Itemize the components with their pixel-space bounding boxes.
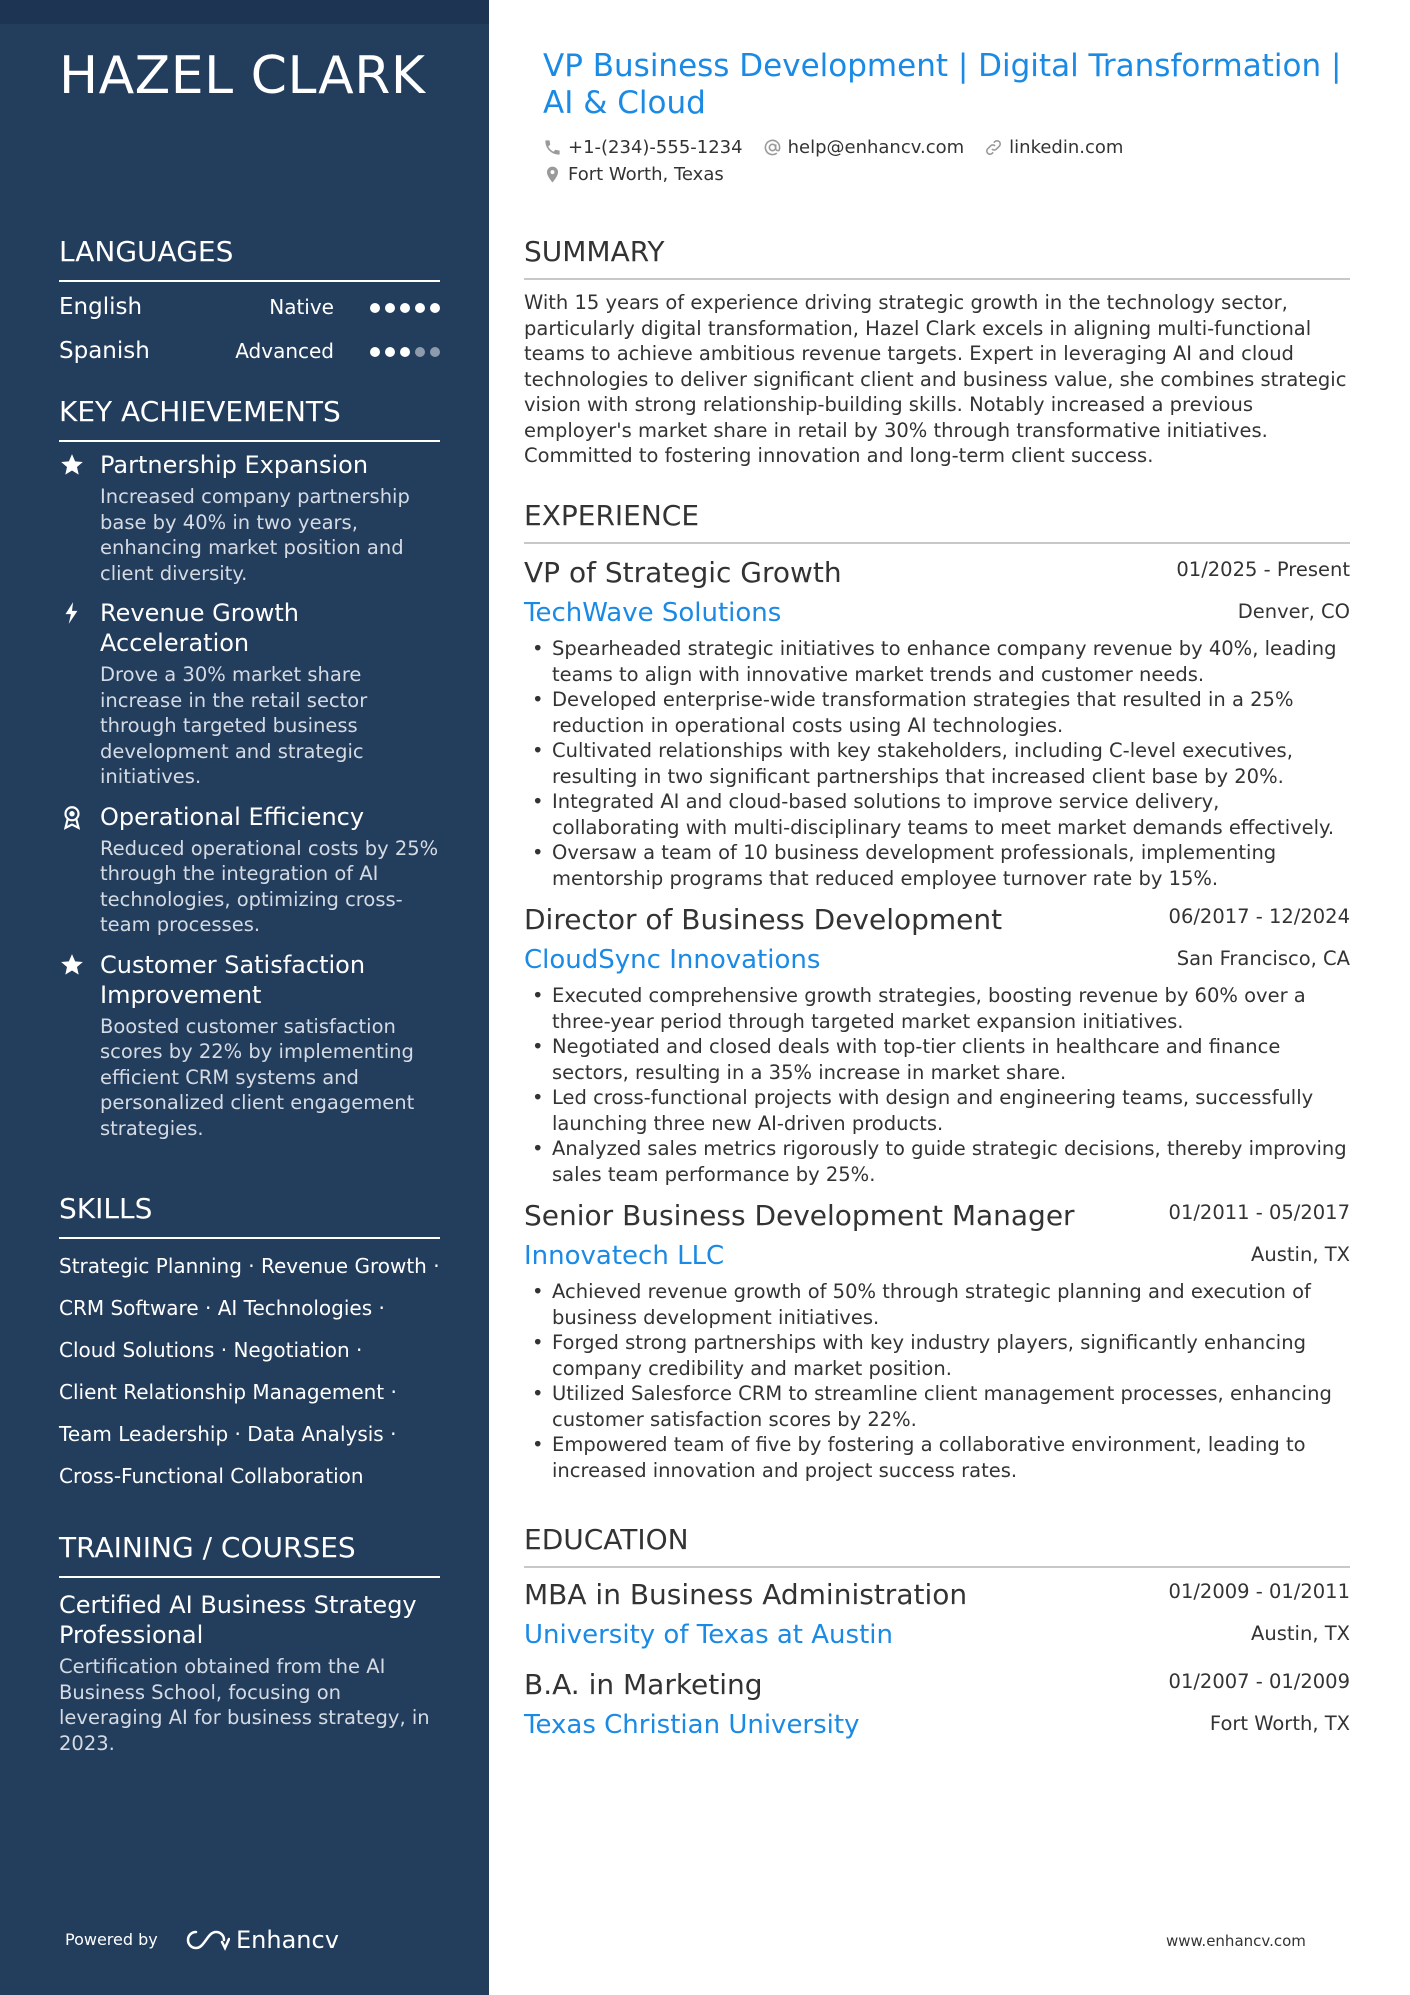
achievement-item bbox=[59, 950, 440, 1142]
star-icon bbox=[59, 452, 85, 478]
skills-line: Client Relationship Management · bbox=[59, 1380, 397, 1404]
phone-icon bbox=[543, 138, 562, 157]
rating-dot-filled bbox=[385, 303, 395, 313]
job-bullet: • Led cross-functional projects with design and engineering teams, successfully launching three new AI-driven products. bbox=[524, 1085, 1350, 1136]
rating-dot-empty bbox=[415, 347, 425, 357]
language-row bbox=[59, 286, 440, 330]
experience-section bbox=[524, 498, 1350, 1483]
achievement-item bbox=[59, 598, 440, 790]
job-company: TechWave Solutions bbox=[524, 598, 782, 628]
language-level: Advanced bbox=[235, 339, 334, 363]
job-bullet: • Achieved revenue growth of 50% through strategic planning and execution of business development initiatives. bbox=[524, 1279, 1350, 1330]
contact-email[interactable] bbox=[763, 137, 965, 158]
skills-line: CRM Software · AI Technologies · bbox=[59, 1296, 385, 1320]
job-entry bbox=[524, 901, 1350, 1187]
link-icon bbox=[984, 138, 1003, 157]
award-icon bbox=[59, 804, 85, 830]
job-location: Austin, TX bbox=[1251, 1243, 1350, 1266]
job-bullets bbox=[524, 636, 1350, 891]
achievement-title: Operational Efficiency bbox=[100, 802, 365, 831]
contact-linkedin[interactable] bbox=[984, 137, 1123, 158]
email-text: help@enhancv.com bbox=[787, 137, 965, 158]
job-location: Denver, CO bbox=[1237, 600, 1350, 623]
job-title: Senior Business Development Manager bbox=[524, 1199, 1075, 1232]
school-name: Texas Christian University bbox=[524, 1710, 860, 1740]
job-company: CloudSync Innovations bbox=[524, 945, 821, 975]
languages-section bbox=[59, 234, 440, 374]
achievement-desc: Increased company partnership base by 40% in two years, enhancing market position and client diversity. bbox=[100, 485, 410, 585]
course-desc: Certification obtained from the AI Business School, focusing on leveraging AI for business strategy, in 2023. bbox=[59, 1655, 430, 1755]
job-bullet: • Utilized Salesforce CRM to streamline client management processes, enhancing customer satisfaction scores by 22%. bbox=[524, 1381, 1350, 1432]
location-row bbox=[543, 164, 724, 185]
skills-title: SKILLS bbox=[59, 1191, 440, 1239]
job-bullets bbox=[524, 1279, 1350, 1483]
course-title: Certified AI Business Strategy Professional bbox=[59, 1591, 417, 1649]
achievement-item bbox=[59, 802, 440, 938]
achievement-desc: Boosted customer satisfaction scores by 22% by implementing efficient CRM systems and personalized client engagement strategies. bbox=[100, 1014, 415, 1140]
education-section bbox=[524, 1522, 1350, 1748]
training-title: TRAINING / COURSES bbox=[59, 1530, 440, 1578]
achievement-desc: Drove a 30% market share increase in the retail sector through targeted business development and strategic initiatives. bbox=[100, 663, 368, 788]
job-title: VP of Strategic Growth bbox=[524, 556, 842, 589]
skills-line: Cloud Solutions · Negotiation · bbox=[59, 1338, 363, 1362]
degree-title: B.A. in Marketing bbox=[524, 1668, 763, 1701]
rating-dot-filled bbox=[370, 347, 380, 357]
skills-line: Team Leadership · Data Analysis · bbox=[59, 1422, 397, 1446]
job-bullet: • Executed comprehensive growth strategies, boosting revenue by 60% over a three-year period through targeted market expansion initiatives. bbox=[524, 983, 1350, 1034]
rating-dot-filled bbox=[385, 347, 395, 357]
achievement-item bbox=[59, 450, 440, 586]
skills-line: Cross-Functional Collaboration bbox=[59, 1464, 364, 1488]
summary-section bbox=[524, 234, 1350, 469]
person-name: HAZEL CLARK bbox=[59, 46, 426, 106]
rating-dot-empty bbox=[430, 347, 440, 357]
footer-url[interactable]: www.enhancv.com bbox=[1166, 1932, 1306, 1950]
achievements-title: KEY ACHIEVEMENTS bbox=[59, 394, 440, 442]
star-icon bbox=[59, 952, 85, 978]
lightning-icon bbox=[59, 600, 85, 626]
skills-list bbox=[59, 1245, 440, 1497]
enhancv-logo-icon bbox=[184, 1928, 230, 1952]
linkedin-text: linkedin.com bbox=[1009, 137, 1124, 158]
school-location: Austin, TX bbox=[1251, 1622, 1350, 1645]
job-bullet: • Integrated AI and cloud-based solutions to improve service delivery, collaborating with multi-disciplinary teams to meet market demands effectively. bbox=[524, 789, 1350, 840]
job-bullets bbox=[524, 983, 1350, 1187]
language-rating bbox=[370, 347, 440, 357]
language-name: Spanish bbox=[59, 338, 150, 364]
training-section bbox=[59, 1530, 440, 1756]
education-entry bbox=[524, 1666, 1350, 1748]
job-bullet: • Developed enterprise-wide transformation strategies that resulted in a 25% reduction in operational costs using AI technologies. bbox=[524, 687, 1350, 738]
job-date: 01/2011 - 05/2017 bbox=[1168, 1201, 1350, 1224]
job-bullet: • Analyzed sales metrics rigorously to guide strategic decisions, thereby improving sales team performance by 25%. bbox=[524, 1136, 1350, 1187]
education-date: 01/2009 - 01/2011 bbox=[1168, 1580, 1350, 1603]
achievement-title: Revenue Growth Acceleration bbox=[100, 599, 300, 657]
phone-text: +1-(234)-555-1234 bbox=[568, 137, 743, 158]
job-bullet: • Cultivated relationships with key stakeholders, including C-level executives, resulting in two significant partnerships that increased client base by 20%. bbox=[524, 738, 1350, 789]
headline: VP Business Development | Digital Transformation | AI & Cloud bbox=[543, 48, 1342, 121]
job-date: 01/2025 - Present bbox=[1176, 558, 1350, 581]
summary-title: SUMMARY bbox=[524, 234, 1350, 280]
education-date: 01/2007 - 01/2009 bbox=[1168, 1670, 1350, 1693]
job-entry bbox=[524, 554, 1350, 891]
job-company: Innovatech LLC bbox=[524, 1241, 725, 1271]
rating-dot-filled bbox=[415, 303, 425, 313]
languages-title: LANGUAGES bbox=[59, 234, 440, 282]
main-content bbox=[489, 0, 1410, 1995]
achievement-title: Customer Satisfaction Improvement bbox=[100, 950, 366, 1009]
achievements-section bbox=[59, 394, 440, 1141]
sidebar bbox=[0, 0, 489, 1995]
rating-dot-filled bbox=[370, 303, 380, 313]
contact-phone[interactable] bbox=[543, 137, 743, 158]
job-bullet: • Oversaw a team of 10 business development professionals, implementing mentorship programs that reduced employee turnover rate by 15%. bbox=[524, 840, 1350, 891]
location-text: Fort Worth, Texas bbox=[568, 164, 724, 185]
achievement-desc: Reduced operational costs by 25% through the integration of AI technologies, optimizing cross-team processes. bbox=[100, 836, 439, 936]
job-date: 06/2017 - 12/2024 bbox=[1168, 905, 1350, 928]
powered-by-label: Powered by bbox=[65, 1930, 158, 1949]
skills-section bbox=[59, 1191, 440, 1497]
school-location: Fort Worth, TX bbox=[1209, 1712, 1350, 1735]
job-entry bbox=[524, 1197, 1350, 1483]
degree-title: MBA in Business Administration bbox=[524, 1578, 968, 1611]
contact-row bbox=[543, 137, 1123, 158]
job-bullet: • Empowered team of five by fostering a collaborative environment, leading to increased innovation and project success rates. bbox=[524, 1432, 1350, 1483]
at-icon bbox=[763, 138, 782, 157]
job-title: Director of Business Development bbox=[524, 903, 1003, 936]
education-entry bbox=[524, 1576, 1350, 1658]
rating-dot-filled bbox=[400, 347, 410, 357]
location-pin-icon bbox=[543, 165, 562, 184]
brand-logo[interactable] bbox=[184, 1926, 339, 1954]
education-title: EDUCATION bbox=[524, 1522, 1350, 1568]
school-name: University of Texas at Austin bbox=[524, 1620, 893, 1650]
summary-text: With 15 years of experience driving strategic growth in the technology sector, particularly digital transformation, Hazel Clark excels in aligning multi-functional teams to achieve ambitious revenue targets. Expert in leveraging AI and cloud technologies to deliver significant client and business value, she combines strategic vision with strong relationship-building skills. Notably increased a previous employer's market share in retail by 30% through transformative initiatives. Committed to fostering innovation and long-term client success. bbox=[524, 291, 1347, 467]
contact-location bbox=[543, 164, 724, 185]
language-level: Native bbox=[269, 295, 334, 319]
language-rating bbox=[370, 303, 440, 313]
job-bullet: • Forged strong partnerships with key industry players, significantly enhancing company credibility and market position. bbox=[524, 1330, 1350, 1381]
job-bullet: • Negotiated and closed deals with top-tier clients in healthcare and finance sectors, resulting in a 35% increase in market share. bbox=[524, 1034, 1350, 1085]
job-location: San Francisco, CA bbox=[1176, 947, 1350, 970]
skills-line: Strategic Planning · Revenue Growth · bbox=[59, 1254, 440, 1278]
sidebar-top-band bbox=[0, 0, 489, 24]
language-row bbox=[59, 330, 440, 374]
achievement-title: Partnership Expansion bbox=[100, 451, 369, 479]
brand-name: Enhancv bbox=[236, 1926, 339, 1954]
language-name: English bbox=[59, 294, 143, 320]
rating-dot-filled bbox=[430, 303, 440, 313]
experience-title: EXPERIENCE bbox=[524, 498, 1350, 544]
rating-dot-filled bbox=[400, 303, 410, 313]
job-bullet: • Spearheaded strategic initiatives to enhance company revenue by 40%, leading teams to align with innovative market trends and customer needs. bbox=[524, 636, 1350, 687]
